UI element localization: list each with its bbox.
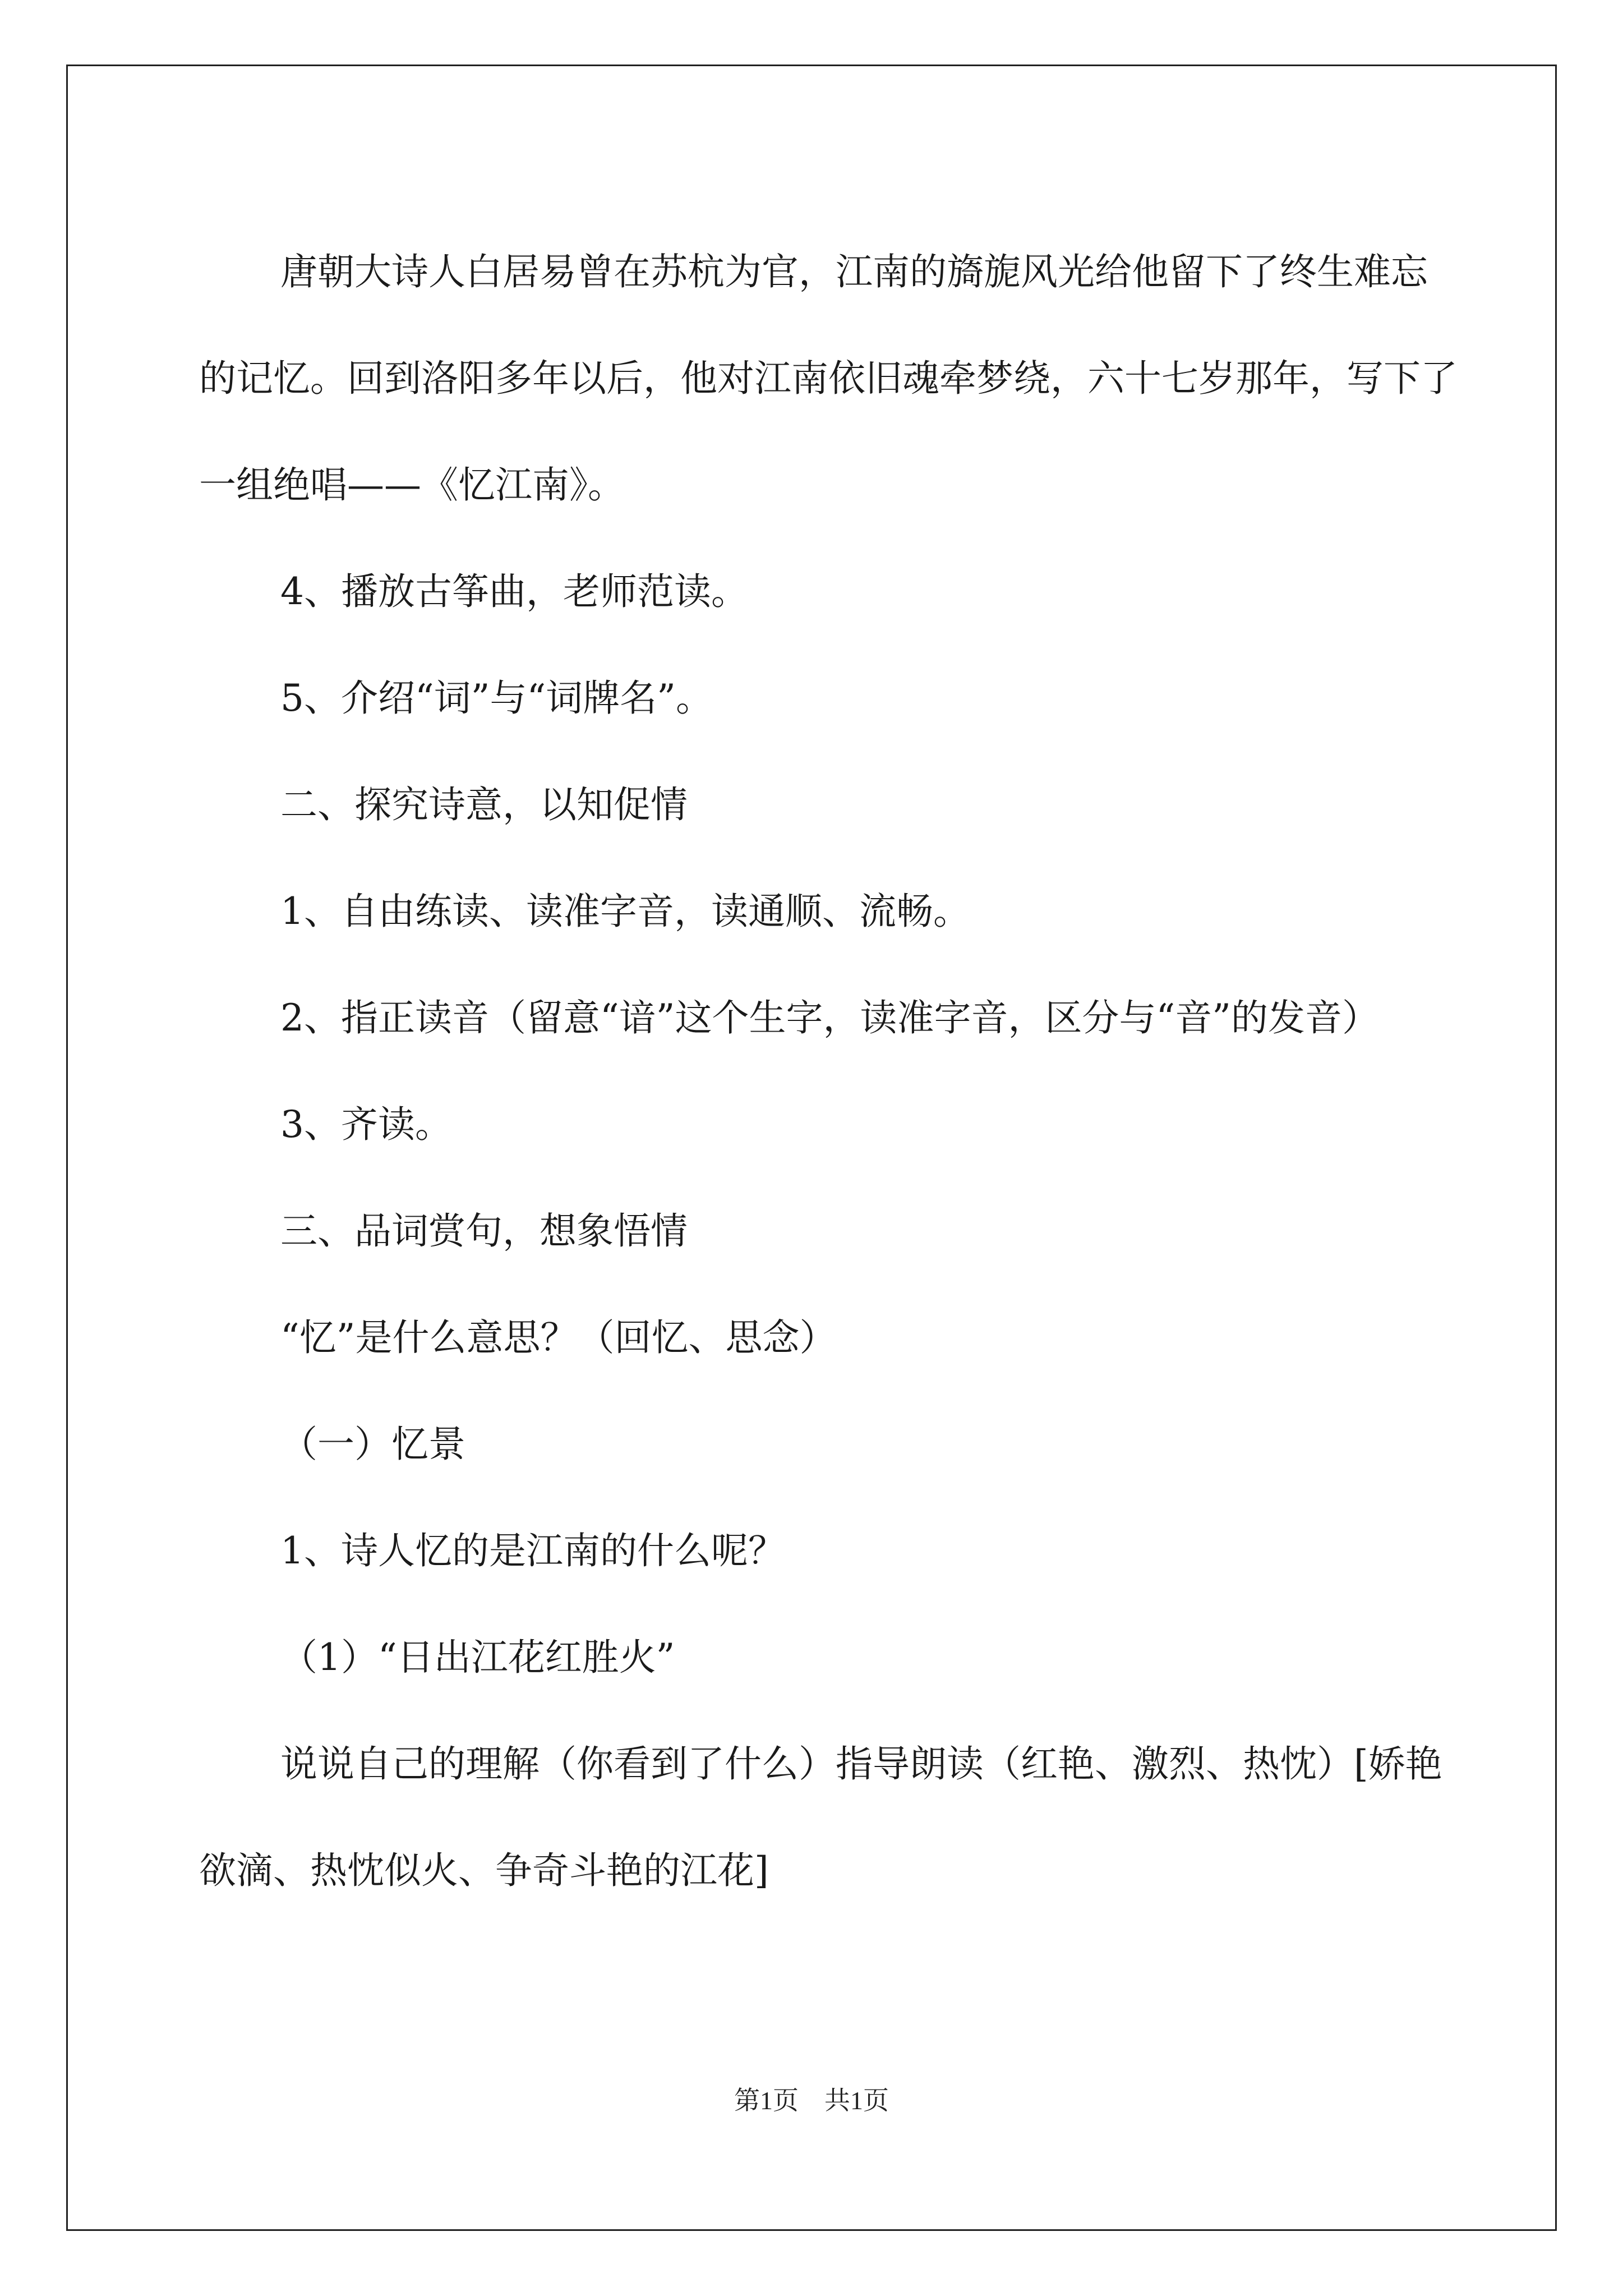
paragraph-practice-2: 2、指正读音（留意“谙”这个生字，读准字音，区分与“音”的发音） [280,996,1379,1039]
paragraph-practice-1: 1、自由练读、读准字音，读通顺、流畅。 [280,890,970,933]
paragraph-step-5: 5、介绍“词”与“词牌名”。 [280,677,713,720]
page-number-footer: 第1页 共1页 [734,2086,889,2115]
paragraph-intro: 唐朝大诗人白居易曾在苏杭为官，江南的旖旎风光给他留下了终生难忘的记忆。回到洛阳多年以后，他对江南依旧魂牵梦绕，六十七岁那年，写下了一组绝唱——《忆江南》。 [199,250,1458,507]
paragraph-practice-3: 3、齐读。 [280,1103,452,1146]
paragraph-step-4: 4、播放古筝曲，老师范读。 [280,570,748,613]
paragraph-quote-line: （1）“日出江花红胜火” [280,1636,675,1679]
section-heading-2: 二、探究诗意，以知促情 [280,783,688,826]
paragraph-question: “忆”是什么意思？（回忆、思念） [280,1316,837,1359]
subsection-heading: （一）忆景 [280,1423,465,1466]
paragraph-explanation: 说说自己的理解（你看到了什么）指导朗读（红艳、激烈、热忱）[娇艳欲滴、热忱似火、争奇斗艳的江花] [199,1742,1442,1892]
section-heading-3: 三、品词赏句，想象悟情 [280,1209,688,1253]
document-body [199,219,1461,1924]
paragraph-item-1: 1、诗人忆的是江南的什么呢？ [280,1529,785,1572]
